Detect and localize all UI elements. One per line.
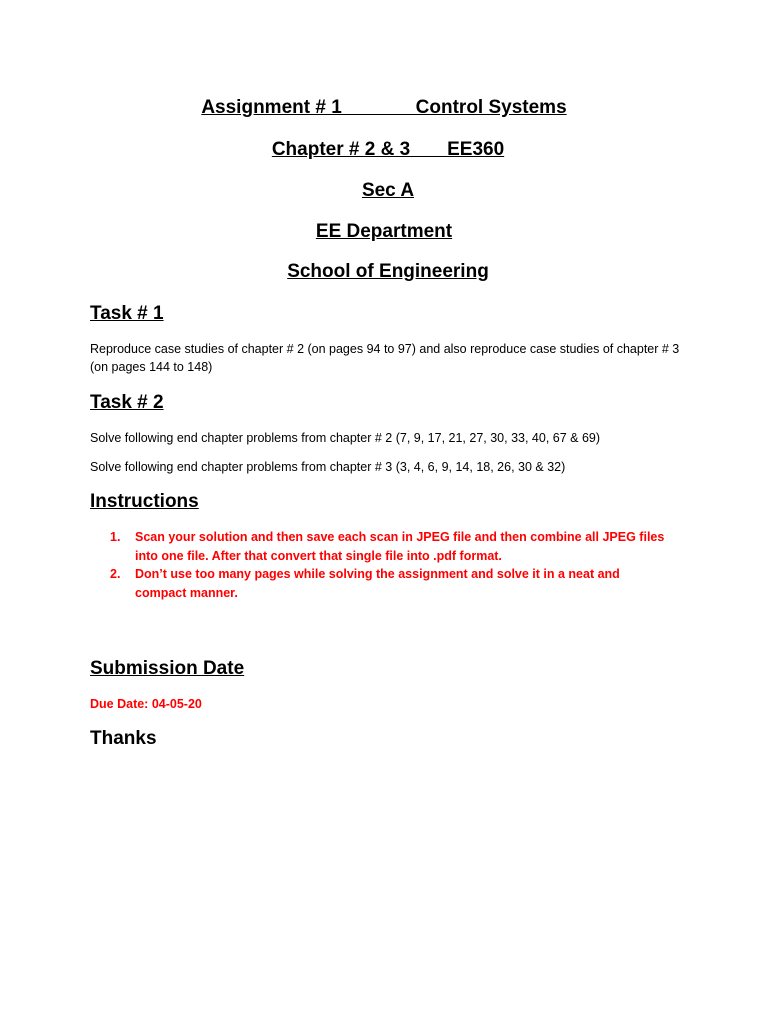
due-date: Due Date: 04-05-20 [90,697,202,711]
task1-heading: Task # 1 [90,303,164,324]
assignment-title: Assignment # 1 Control Systems [201,97,567,118]
task2-heading: Task # 2 [90,392,164,413]
task2-line-1: Solve following end chapter problems from chapter # 2 (7, 9, 17, 21, 27, 30, 33, 40, 67 & 69) [90,431,601,445]
instruction-item [110,565,670,602]
instructions-heading: Instructions [90,491,199,512]
instruction-text: Don’t use too many pages while solving the assignment and solve it in a neat and compact manner. [135,567,620,600]
department-line: EE Department [315,221,453,242]
task1-text: Reproduce case studies of chapter # 2 (on pages 94 to 97) and also reproduce case studies of chapter # 3 (on pages 144 to 148) [90,342,680,374]
instruction-text: Scan your solution and then save each scan in JPEG file and then combine all JPEG files into one file. After that convert that single file into .pdf format. [135,530,665,563]
instruction-item [110,528,670,565]
chapter-course-line: Chapter # 2 & 3 EE360 [271,139,505,160]
submission-heading: Submission Date [90,658,245,679]
closing-text: Thanks [90,728,157,749]
school-line: School of Engineering [287,261,489,282]
instruction-number: 2. [110,567,121,581]
section-line: Sec A [361,180,415,201]
instructions-list [110,528,670,602]
task2-line-2: Solve following end chapter problems from chapter # 3 (3, 4, 6, 9, 14, 18, 26, 30 & 32) [90,460,566,474]
instruction-number: 1. [110,530,121,544]
